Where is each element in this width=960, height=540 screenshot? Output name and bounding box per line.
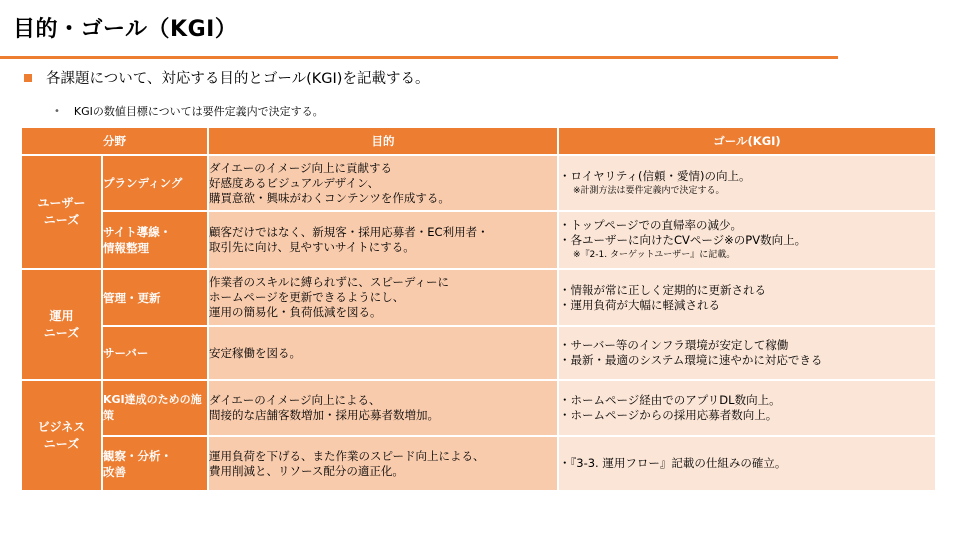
bullet-sub-text: KGIの数値目標については要件定義内で決定する。 bbox=[73, 105, 324, 118]
subcategory-label: 管理・更新 bbox=[103, 290, 161, 305]
purpose-cell bbox=[208, 380, 558, 436]
category-cell bbox=[21, 155, 102, 269]
dot-bullet-icon: • bbox=[54, 105, 60, 117]
square-bullet-icon bbox=[24, 74, 32, 82]
category-label: 運用 bbox=[49, 308, 74, 323]
goal-text: ・情報が常に正しく定期的に更新される bbox=[559, 282, 766, 297]
header-field: 分野 bbox=[21, 127, 208, 155]
subcategory-label: 観察・分析・ bbox=[103, 448, 172, 463]
table-row bbox=[21, 269, 936, 326]
purpose-text: 運用の簡易化・負荷低減を図る。 bbox=[209, 305, 382, 319]
subcategory-label: サイト導線・ bbox=[103, 225, 172, 239]
goal-cell bbox=[558, 436, 936, 491]
purpose-cell bbox=[208, 436, 558, 491]
purpose-text: 購買意欲・興味がわくコンテンツを作成する。 bbox=[209, 190, 450, 205]
subcategory-cell bbox=[102, 269, 208, 326]
goal-text: ・ロイヤリティ(信頼・愛情)の向上。 bbox=[559, 168, 751, 183]
subcategory-label: 改善 bbox=[103, 464, 126, 479]
subcategory-cell bbox=[102, 436, 208, 491]
goal-text: ・各ユーザーに向けたCVページ※のPV数向上。 bbox=[559, 233, 807, 247]
purpose-text: 安定稼働を図る。 bbox=[209, 345, 301, 360]
kgi-table bbox=[20, 126, 937, 492]
bullet-main bbox=[24, 67, 429, 88]
goal-text: ・トップページでの直帰率の減少。 bbox=[559, 218, 742, 232]
subcategory-cell bbox=[102, 326, 208, 380]
purpose-text: 好感度あるビジュアルデザイン、 bbox=[209, 175, 380, 190]
goal-text: ・最新・最適のシステム環境に速やかに対応できる bbox=[559, 353, 823, 367]
subcategory-cell bbox=[102, 155, 208, 211]
page-title: 目的・ゴール（KGI） bbox=[13, 17, 238, 42]
subcategory-label: プランディング bbox=[103, 176, 183, 190]
goal-text: ・ホームページからの採用応募者数向上。 bbox=[559, 408, 778, 422]
purpose-text: 取引先に向け、見やすいサイトにする。 bbox=[209, 240, 415, 254]
table-header-row bbox=[21, 127, 936, 155]
goal-cell bbox=[558, 380, 936, 436]
category-label: ニーズ bbox=[43, 325, 80, 340]
goal-cell bbox=[558, 211, 936, 269]
table-row bbox=[21, 380, 936, 436]
title-underline bbox=[0, 56, 838, 59]
purpose-text: ダイエーのイメージ向上に貢献する bbox=[209, 160, 392, 175]
subcategory-label: 情報整理 bbox=[103, 241, 149, 255]
goal-note: ※計測方法は要件定義内で決定する。 bbox=[573, 185, 725, 196]
goal-cell bbox=[558, 269, 936, 326]
goal-note: ※『2-1. ターゲットユーザー』に記載。 bbox=[573, 250, 736, 260]
table-row bbox=[21, 326, 936, 380]
purpose-text: ダイエーのイメージ向上による、 bbox=[209, 393, 381, 407]
header-goal: ゴール(KGI) bbox=[558, 127, 936, 155]
purpose-text: 顧客だけではなく、新規客・採用応募者・EC利用者・ bbox=[209, 225, 489, 239]
purpose-cell bbox=[208, 269, 558, 326]
purpose-text: 作業者のスキルに縛られずに、スピーディーに bbox=[209, 275, 450, 289]
goal-cell bbox=[558, 155, 936, 211]
category-label: ニーズ bbox=[43, 436, 80, 451]
table-row bbox=[21, 436, 936, 491]
category-label: ユーザー bbox=[37, 196, 86, 210]
category-cell bbox=[21, 269, 102, 380]
category-label: ビジネス bbox=[37, 419, 86, 434]
subcategory-cell bbox=[102, 211, 208, 269]
purpose-text: 運用負荷を下げる、また作業のスピード向上による、 bbox=[209, 448, 485, 463]
bullet-sub bbox=[54, 103, 324, 119]
purpose-text: 費用削減と、リソース配分の適正化。 bbox=[209, 463, 404, 478]
category-label: ニーズ bbox=[43, 213, 80, 227]
bullet-main-text: 各課題について、対応する目的とゴール(KGI)を記載する。 bbox=[46, 71, 430, 87]
goal-text: ・サーバー等のインフラ環境が安定して稼働 bbox=[559, 338, 789, 352]
purpose-cell bbox=[208, 211, 558, 269]
goal-text: ・『3-3. 運用フロー』記載の仕組みの確立。 bbox=[559, 456, 787, 470]
subcategory-label: サーバー bbox=[103, 346, 149, 360]
table-row bbox=[21, 155, 936, 211]
subcategory-cell bbox=[102, 380, 208, 436]
header-purpose: 目的 bbox=[208, 127, 558, 155]
subcategory-label: KGI達成のための施策 bbox=[103, 393, 202, 422]
goal-text: ・ホームページ経由でのアプリDL数向上。 bbox=[559, 393, 781, 407]
category-cell bbox=[21, 380, 102, 491]
table-row bbox=[21, 211, 936, 269]
purpose-cell bbox=[208, 326, 558, 380]
goal-text: ・運用負荷が大幅に軽減される bbox=[559, 297, 720, 312]
table-body bbox=[21, 155, 936, 491]
purpose-text: 間接的な店舗客数増加・採用応募者数増加。 bbox=[209, 408, 439, 422]
purpose-text: ホームページを更新できるようにし、 bbox=[209, 290, 405, 304]
purpose-cell bbox=[208, 155, 558, 211]
goal-cell bbox=[558, 326, 936, 380]
